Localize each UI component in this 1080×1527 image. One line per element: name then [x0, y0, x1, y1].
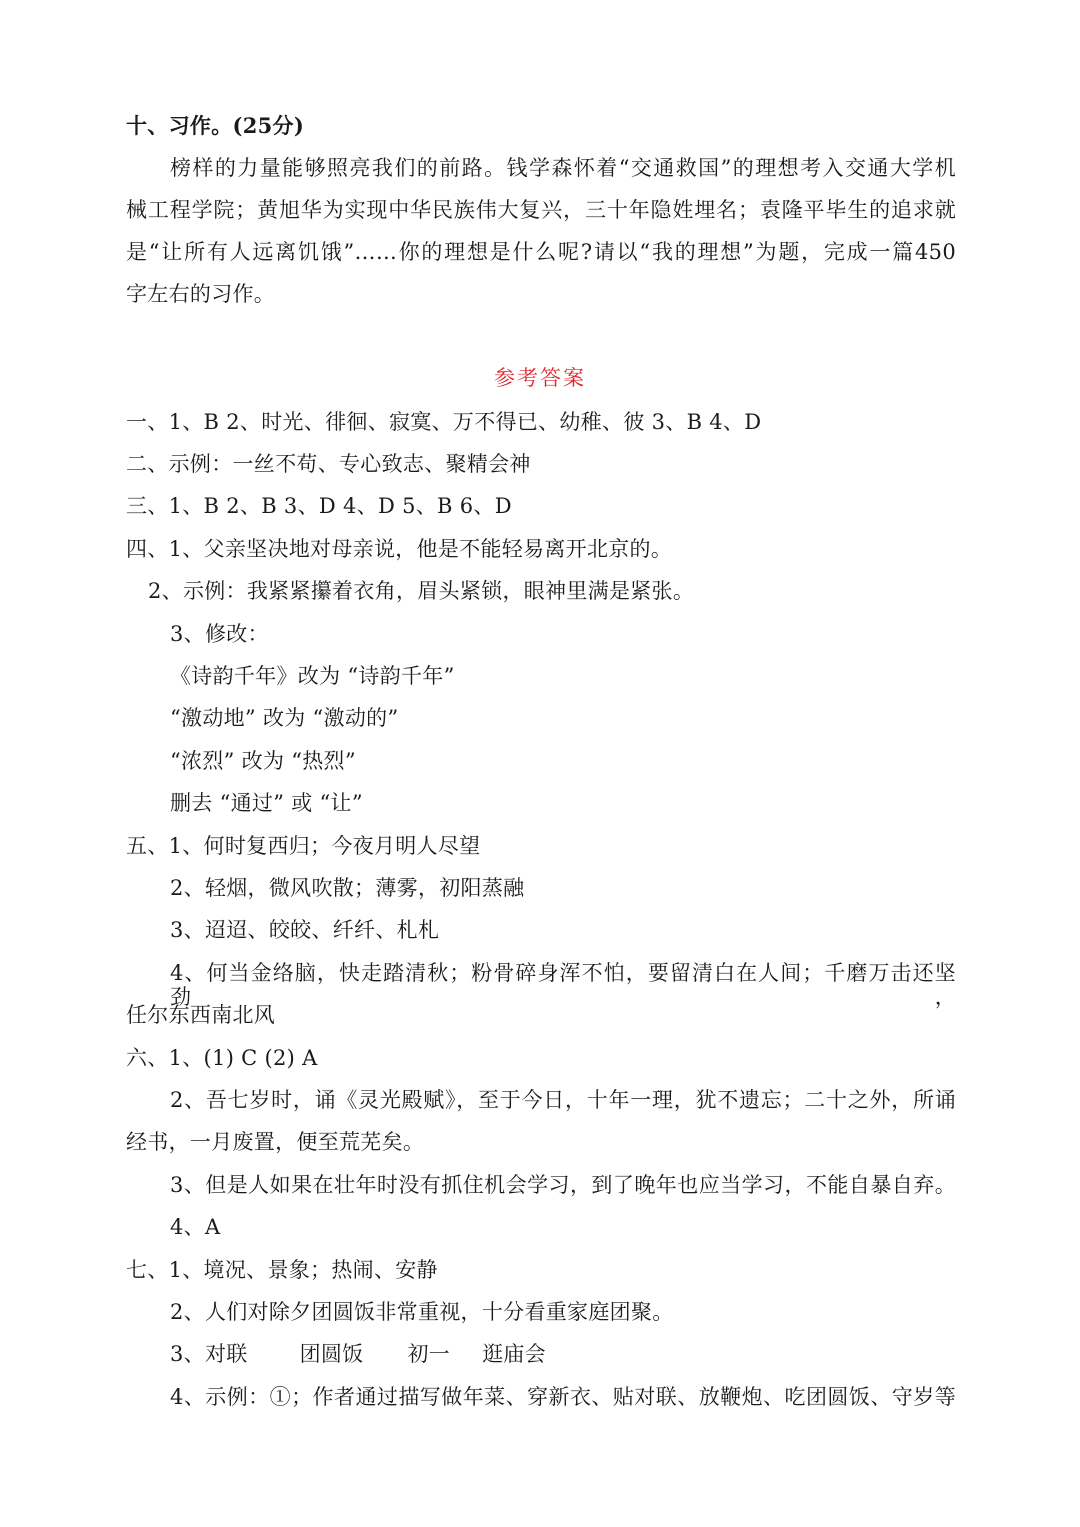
answer-section-6-item-3: 3、但是人如果在壮年时没有抓住机会学习，到了晚年也应当学习，不能自暴自弃。 [170, 1173, 956, 1197]
answer-section-1: 一、1、B 2、时光、徘徊、寂寞、万不得已、幼稚、彼 3、B 4、D [126, 410, 762, 434]
answer-7-3-item-c: 逛庙会 [482, 1342, 546, 1366]
answer-section-5-item-1: 五、1、何时复西归；今夜月明人尽望 [126, 834, 481, 858]
answer-section-6-item-4: 4、A [170, 1215, 221, 1239]
answer-section-5-item-4-cont: 任尔东西南北风 [126, 1003, 276, 1027]
answer-section-4-revision-3: “浓烈” 改为 “热烈” [170, 749, 356, 773]
essay-heading: 十、习作。(25分) [126, 113, 305, 138]
answer-section-7-item-4: 4、示例：①；作者通过描写做年菜、穿新衣、贴对联、放鞭炮、吃团圆饭、守岁等 [170, 1385, 956, 1409]
answer-section-4-revision-1: 《诗韵千年》改为 “诗韵千年” [170, 664, 455, 688]
answer-section-7-item-2: 2、人们对除夕团圆饭非常重视，十分看重家庭团聚。 [170, 1300, 674, 1324]
answer-section-5-item-4: 4、何当金络脑，快走踏清秋；粉骨碎身浑不怕，要留清白在人间；千磨万击还坚劲， [170, 961, 956, 1009]
essay-line-3: 是“让所有人远离饥饿”……你的理想是什么呢?请以“我的理想”为题，完成一篇450 [126, 240, 956, 264]
answer-section-4-item-1: 四、1、父亲坚决地对母亲说，他是不能轻易离开北京的。 [126, 537, 673, 561]
answer-section-2: 二、示例：一丝不苟、专心致志、聚精会神 [126, 452, 531, 476]
answer-section-4-item-2: 2、示例：我紧紧攥着衣角，眉头紧锁，眼神里满是紧张。 [148, 579, 695, 603]
answer-section-3: 三、1、B 2、B 3、D 4、D 5、B 6、D [126, 494, 512, 518]
answer-section-5-item-2: 2、轻烟，微风吹散；薄雾，初阳蒸融 [170, 876, 525, 900]
answer-section-5-item-3: 3、迢迢、皎皎、纤纤、札札 [170, 918, 440, 942]
answer-7-3-label: 3、对联 [170, 1342, 248, 1366]
answer-section-6-item-2: 2、吾七岁时，诵《灵光殿赋》，至于今日，十年一理，犹不遗忘；二十之外，所诵 [170, 1088, 956, 1112]
answer-section-4-revision-2: “激动地” 改为 “激动的” [170, 706, 399, 730]
essay-line-2: 械工程学院；黄旭华为实现中华民族伟大复兴，三十年隐姓埋名；袁隆平毕生的追求就 [126, 198, 956, 222]
answer-section-6-item-2-cont: 经书，一月废置，便至荒芜矣。 [126, 1130, 425, 1154]
answer-section-7-item-3 [170, 1342, 546, 1366]
answer-section-4-item-3: 3、修改： [170, 622, 269, 646]
answer-7-3-item-a: 团圆饭 [299, 1342, 364, 1366]
answer-section-6-item-1: 六、1、(1) C (2) A [126, 1046, 318, 1070]
essay-line-4: 字左右的习作。 [126, 282, 276, 306]
answers-title: 参考答案 [494, 366, 586, 390]
answer-section-7-item-1: 七、1、境况、景象；热闹、安静 [126, 1258, 438, 1282]
essay-line-1: 榜样的力量能够照亮我们的前路。钱学森怀着“交通救国”的理想考入交通大学机 [170, 156, 956, 180]
answer-7-3-item-b: 初一 [407, 1342, 451, 1366]
answer-section-4-revision-4: 删去 “通过” 或 “让” [170, 791, 363, 815]
